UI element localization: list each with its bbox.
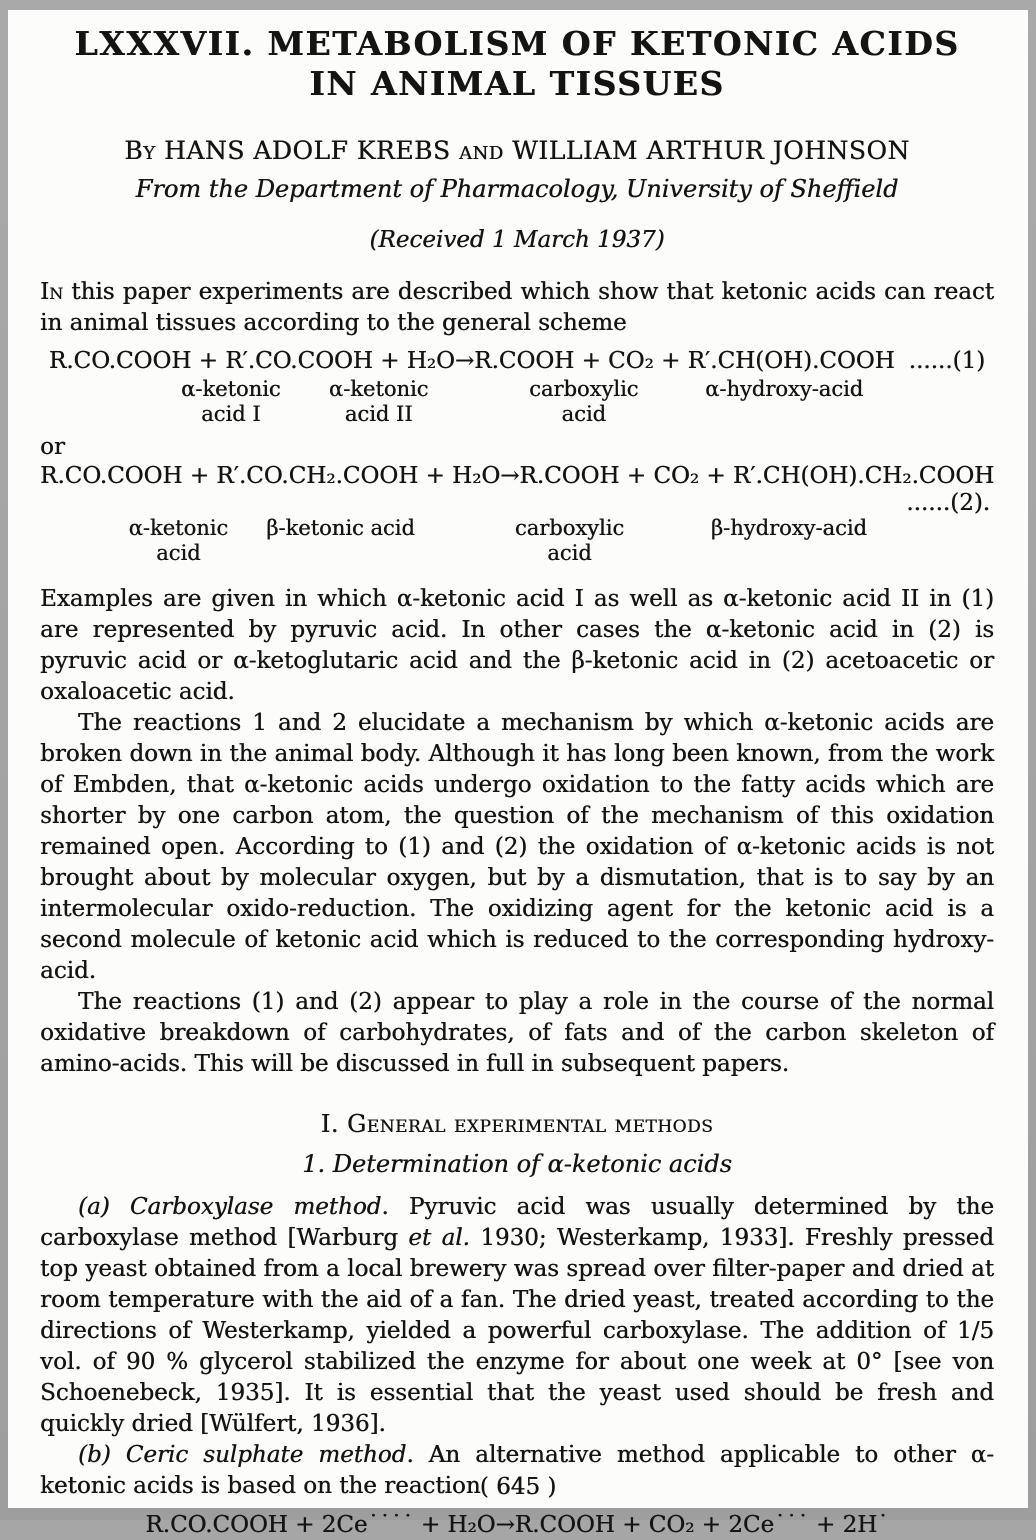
equation-1-labels (40, 377, 994, 433)
paragraph-method-a (40, 1192, 994, 1440)
received-date-line: (Received 1 March 1937) (369, 227, 665, 253)
equation-2-formula: R.CO.COOH + R′.CO.CH₂.COOH + H₂O→R.COOH + CO₂ + R′.CH(OH).CH₂.COOH (40, 463, 995, 489)
or-connector: or (40, 434, 65, 460)
reaction-equation-3: R.CO.COOH + 2Ce˙˙˙˙ + H₂O→R.COOH + CO₂ + 2Ce˙˙˙ + 2H˙ (145, 1512, 889, 1538)
eq1-label-alpha-ketonic-2: α-ketonic acid II (328, 377, 429, 426)
method-a-body-2: 1930; Westerkamp, 1933]. Freshly pressed top yeast obtained from a local brewery was spread over filter-paper and dried at room temperature with the aid of a fan. The dried yeast, treated according to the directions of Westerkamp, yielded a powerful carboxylase. The addition of 1/5 vol. of 90 % glycerol stabilized the enzyme for about one week at 0° [see von Schoenebeck, 1935]. It is essential that the yeast used should be fresh and quickly dried [Wülfert, 1936]. (40, 1225, 994, 1437)
byline (40, 136, 994, 165)
method-b-label: (b) (78, 1442, 126, 1468)
eq1-label-carboxylic: carboxylic acid (529, 377, 639, 426)
eq1-label-alpha-hydroxy: α-hydroxy-acid (705, 377, 864, 401)
method-a-title: Carboxylase method (129, 1194, 382, 1220)
affiliation-line: From the Department of Pharmacology, University of Sheffield (135, 175, 899, 203)
paper-title (40, 24, 994, 104)
paragraph-role: The reactions (1) and (2) appear to play a role in the course of the normal oxidative breakdown of carbohydrates, of fats and of the carbon skeleton of amino-acids. This will be discussed in full in subsequent papers. (40, 989, 994, 1077)
title-line-2: IN ANIMAL TISSUES (309, 64, 725, 103)
equation-2-number: ......(2). (906, 490, 990, 516)
title-line-1: LXXXVII. METABOLISM OF KETONIC ACIDS (74, 24, 960, 63)
paragraph-examples: Examples are given in which α-ketonic acid I as well as α-ketonic acid II in (1) are represented by pyruvic acid. In other cases the α-ketonic acid in (2) is pyruvic acid or α-ketoglutaric acid and the β-ketonic acid in (2) acetoacetic or oxaloacetic acid. (40, 586, 994, 705)
eq2-label-alpha-ketonic: α-ketonic acid (128, 516, 229, 565)
byline-connector: and (458, 136, 504, 165)
author-name-2: WILLIAM ARTHUR JOHNSON (512, 136, 910, 165)
paragraph-mechanism: The reactions 1 and 2 elucidate a mechanism by which α-ketonic acids are broken down in the animal body. Although it has long been known, from the work of Embden, that α-ketonic acids undergo oxidation to the fatty acids which are shorter by one carbon atom, the question of the mechanism of this oxidation remained open. According to (1) and (2) the oxidation of α-ketonic acids is not brought about by molecular oxygen, but by a dismutation, that is to say by an intermolecular oxido-reduction. The oxidizing agent for the ketonic acid is a second molecule of ketonic acid which is reduced to the corresponding hydroxy-acid. (40, 710, 994, 984)
subsection-heading: 1. Determination of α-ketonic acids (302, 1150, 732, 1178)
method-a-etal: et al. (408, 1225, 470, 1251)
method-a-label: (a) (78, 1194, 130, 1220)
method-a-body-1: . Pyruvic acid was usually determined by the carboxylase method [Warburg (40, 1194, 994, 1251)
reaction-equation-1 (40, 346, 994, 376)
reaction-equation-2 (40, 461, 994, 491)
eq2-label-carboxylic: carboxylic acid (514, 516, 625, 565)
author-name-1: HANS ADOLF KREBS (163, 136, 451, 165)
section-heading: I. General experimental methods (320, 1110, 714, 1138)
equation-1-formula: R.CO.COOH + R′.CO.COOH + H₂O→R.COOH + CO₂ + R′.CH(OH).COOH (48, 348, 895, 374)
intro-paragraph (40, 277, 994, 339)
eq1-label-alpha-ketonic-1: α-ketonic acid I (181, 377, 281, 426)
equation-2-labels (40, 516, 994, 572)
intro-text: this paper experiments are described which show that ketonic acids can react in animal tissues according to the general scheme (40, 279, 994, 336)
method-b-title: Ceric sulphate method (125, 1442, 407, 1468)
page-number-footer: ( 645 ) (479, 1474, 557, 1500)
intro-lead-word: In (40, 279, 64, 305)
equation-1-number: ......(1) (908, 348, 986, 374)
method-b-body: . An alternative method applicable to other α-ketonic acids is based on the reaction (40, 1442, 994, 1499)
eq2-label-beta-hydroxy: β-hydroxy-acid (710, 516, 867, 540)
paper-page (8, 10, 1028, 1538)
byline-prefix: By (124, 136, 156, 165)
eq2-label-beta-ketonic: β-ketonic acid (266, 516, 415, 540)
